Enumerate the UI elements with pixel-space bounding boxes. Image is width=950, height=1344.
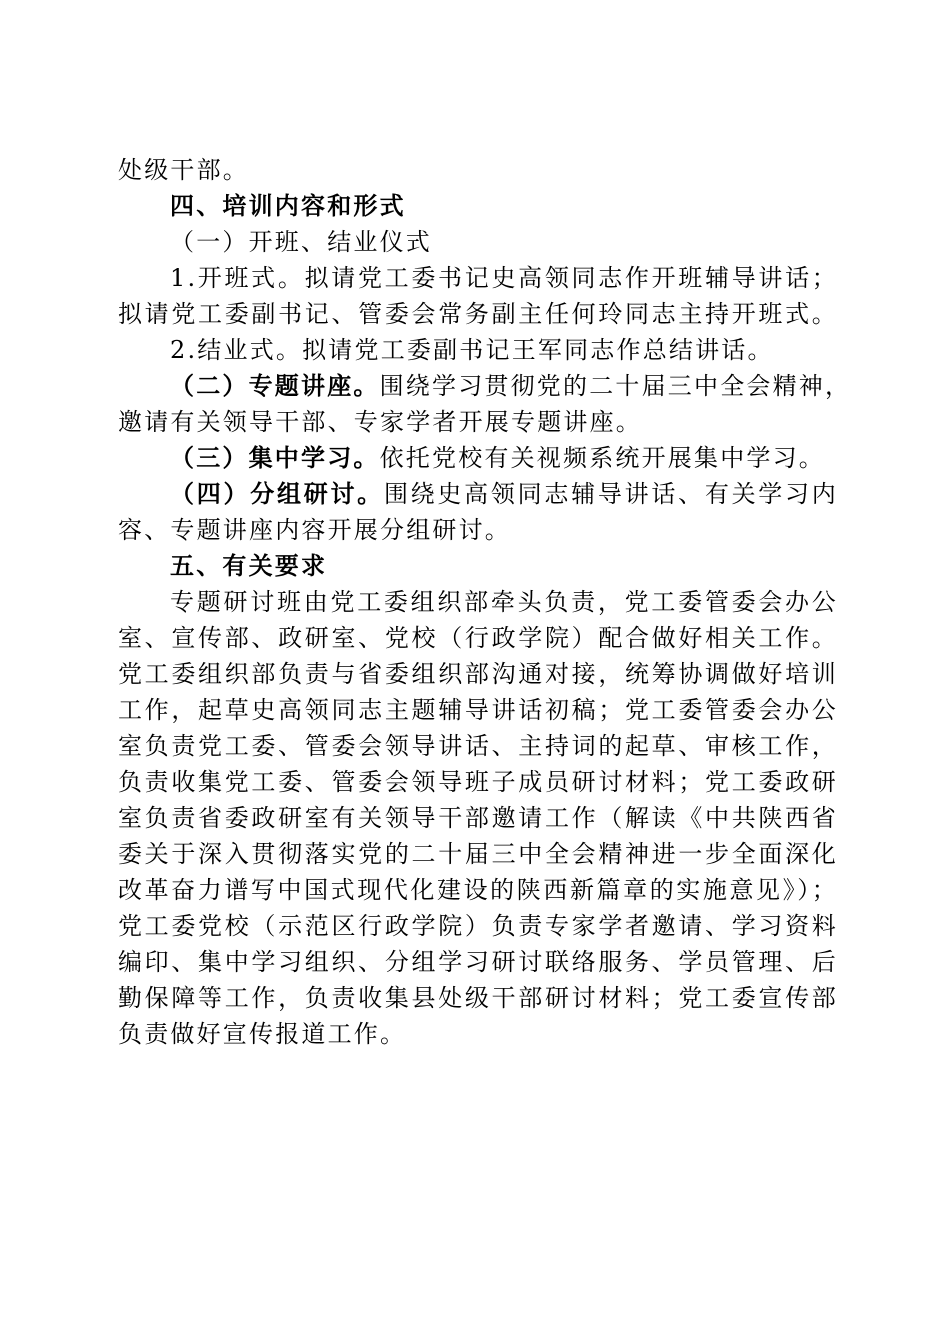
paragraph-line: 容、专题讲座内容开展分组研讨。 [118,516,511,544]
paragraph-line: 室负责党工委、管委会领导讲话、主持词的起草、审核工作， [118,732,838,760]
paragraph-line [170,440,838,476]
subsection-heading-3: （三）集中学习。 [170,444,380,472]
paragraph-line: 拟请党工委副书记、管委会常务副主任何玲同志主持开班式。 [118,300,838,328]
paragraph-line: 党工委党校（示范区行政学院）负责专家学者邀请、学习资料 [118,912,838,940]
paragraph-line: 勤保障等工作，负责收集县处级干部研讨材料；党工委宣传部 [118,984,838,1012]
paragraph-line: 党工委组织部负责与省委组织部沟通对接，统筹协调做好培训 [118,660,838,688]
paragraph-line: 室、宣传部、政研室、党校（行政学院）配合做好相关工作。 [118,624,838,652]
subsection-heading-4: （四）分组研讨。 [170,480,384,508]
paragraph-text: 依托党校有关视频系统开展集中学习。 [379,444,826,472]
paragraph-text: 围绕学习贯彻党的二十届三中全会精神， [379,372,852,400]
paragraph-line: 1.开班式。拟请党工委书记史高领同志作开班辅导讲话； [170,264,838,292]
paragraph-line: 改革奋力谱写中国式现代化建设的陕西新篇章的实施意见》）； [118,876,838,904]
paragraph-text: 围绕史高领同志辅导讲话、有关学习内 [383,480,838,508]
paragraph-line: 2.结业式。拟请党工委副书记王军同志作总结讲话。 [170,336,774,364]
paragraph-line [170,476,838,512]
paragraph-line: 室负责省委政研室有关领导干部邀请工作（解读《中共陕西省 [118,804,838,832]
paragraph-line: 处级干部。 [118,156,249,184]
subsection-heading-1: （一）开班、结业仪式 [170,228,432,256]
section-heading-4: 四、培训内容和形式 [170,192,406,220]
paragraph-line: 编印、集中学习组织、分组学习研讨联络服务、学员管理、后 [118,948,838,976]
paragraph-line: 负责做好宣传报道工作。 [118,1020,407,1048]
paragraph-line: 工作，起草史高领同志主题辅导讲话初稿；党工委管委会办公 [118,696,838,724]
paragraph-line: 专题研讨班由党工委组织部牵头负责，党工委管委会办公 [170,588,838,616]
paragraph-line: 邀请有关领导干部、专家学者开展专题讲座。 [118,408,642,436]
paragraph-line [170,368,852,404]
paragraph-line: 负责收集党工委、管委会领导班子成员研讨材料；党工委政研 [118,768,838,796]
paragraph-line: 委关于深入贯彻落实党的二十届三中全会精神进一步全面深化 [118,840,838,868]
subsection-heading-2: （二）专题讲座。 [170,372,380,400]
section-heading-5: 五、有关要求 [170,552,328,580]
